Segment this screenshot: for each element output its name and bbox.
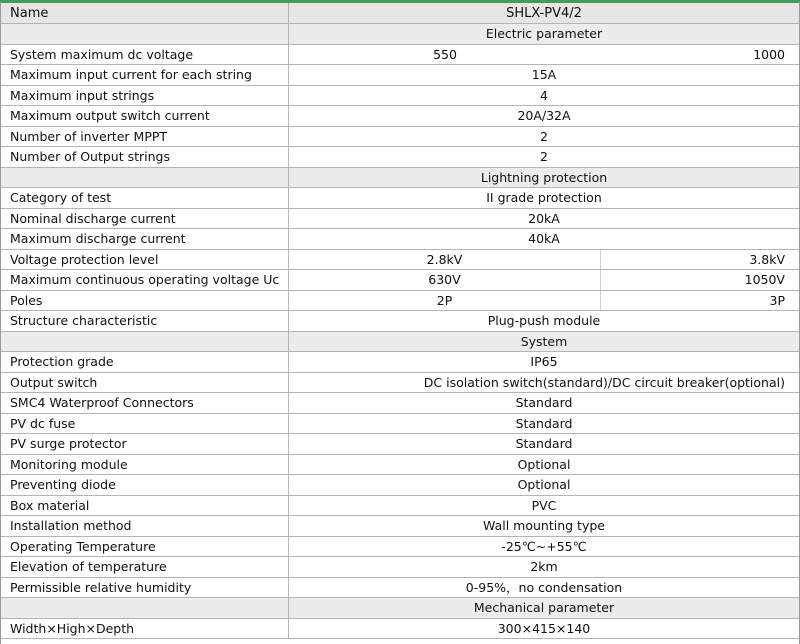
row-label: Number of Output strings xyxy=(1,147,289,167)
section-title: Lightning protection xyxy=(480,169,608,185)
row-label: System maximum dc voltage xyxy=(1,45,289,65)
row-value: Standard xyxy=(515,395,573,411)
row-value-left: 2.8kV xyxy=(289,250,601,270)
table-row xyxy=(1,516,799,537)
table-row xyxy=(1,65,799,86)
table-row xyxy=(1,106,799,127)
table-row xyxy=(1,537,799,558)
row-label: Maximum continuous operating voltage Uc xyxy=(1,270,289,290)
row-label: Installation method xyxy=(1,516,289,536)
row-value: Standard xyxy=(515,436,573,452)
row-value-right: 1000 xyxy=(753,46,785,62)
row-split-value xyxy=(289,45,799,65)
row-label: Number of inverter MPPT xyxy=(1,127,289,147)
row-value: DC isolation switch(standard)/DC circuit breaker(optional) xyxy=(423,374,785,390)
row-label: Operating Temperature xyxy=(1,537,289,557)
row-label: Poles xyxy=(1,291,289,311)
header-name-cell: Name xyxy=(1,3,289,23)
section-mechanical xyxy=(1,598,799,619)
table-row xyxy=(1,455,799,476)
row-value: IP65 xyxy=(530,354,558,370)
row-label: PV dc fuse xyxy=(1,414,289,434)
row-value: Wall mounting type xyxy=(483,518,605,534)
table-row xyxy=(1,86,799,107)
row-label: Permissible relative humidity xyxy=(1,578,289,598)
table-row xyxy=(1,475,799,496)
row-value: 300×415×140 xyxy=(497,620,591,636)
row-value: 2 xyxy=(540,128,548,144)
row-split-value xyxy=(289,270,799,290)
section-label-cell xyxy=(1,24,289,44)
row-value-left: 630V xyxy=(289,270,601,290)
row-split-value xyxy=(289,250,799,270)
table-row xyxy=(1,291,799,312)
table-row xyxy=(1,373,799,394)
row-label: Maximum input current for each string xyxy=(1,65,289,85)
table-row xyxy=(1,434,799,455)
table-row xyxy=(1,45,799,66)
section-lightning xyxy=(1,168,799,189)
row-label: Monitoring module xyxy=(1,455,289,475)
table-row xyxy=(1,147,799,168)
lightning-rows xyxy=(1,188,799,332)
table-row xyxy=(1,311,799,332)
row-value: 0-95%，no condensation xyxy=(465,580,623,596)
table-row xyxy=(1,188,799,209)
section-electric xyxy=(1,24,799,45)
table-header xyxy=(1,3,799,24)
row-label: SMC4 Waterproof Connectors xyxy=(1,393,289,413)
table-row xyxy=(1,250,799,271)
section-label-cell xyxy=(1,332,289,352)
row-value: Optional xyxy=(517,456,571,472)
section-label-cell xyxy=(1,598,289,618)
section-title: Electric parameter xyxy=(485,26,603,42)
row-value: -25℃~+55℃ xyxy=(501,538,587,554)
row-value: Standard xyxy=(515,415,573,431)
row-label: Maximum discharge current xyxy=(1,229,289,249)
system-rows xyxy=(1,352,799,598)
row-value: 2 xyxy=(540,149,548,165)
row-label: Maximum output switch current xyxy=(1,106,289,126)
row-label: Structure characteristic xyxy=(1,311,289,331)
row-split-value xyxy=(289,291,799,311)
row-value: 15A xyxy=(531,67,557,83)
row-value: II grade protection xyxy=(486,190,602,206)
table-row xyxy=(1,496,799,517)
row-label: Protection grade xyxy=(1,352,289,372)
row-value: 20A/32A xyxy=(517,108,571,124)
row-value: Plug-push module xyxy=(487,313,601,329)
row-label: Maximum input strings xyxy=(1,86,289,106)
section-label-cell xyxy=(1,168,289,188)
row-label: Preventing diode xyxy=(1,475,289,495)
table-row xyxy=(1,619,799,640)
row-value-right: 3.8kV xyxy=(749,251,785,267)
row-label: Output switch xyxy=(1,373,289,393)
row-label: Category of test xyxy=(1,188,289,208)
table-row xyxy=(1,393,799,414)
row-value-left: 2P xyxy=(289,291,601,311)
row-value-right: 1050V xyxy=(744,272,785,288)
row-label: Box material xyxy=(1,496,289,516)
row-label: Elevation of temperature xyxy=(1,557,289,577)
section-title: System xyxy=(520,333,568,349)
table-row xyxy=(1,127,799,148)
row-label: PV surge protector xyxy=(1,434,289,454)
row-label: Width×High×Depth xyxy=(1,619,289,639)
row-value: 4 xyxy=(540,87,548,103)
header-model-cell: SHLX-PV4/2 xyxy=(506,5,582,21)
row-value: 20kA xyxy=(528,210,560,226)
row-label: Voltage protection level xyxy=(1,250,289,270)
table-row xyxy=(1,578,799,599)
row-value: Optional xyxy=(517,477,571,493)
row-value-left: 550 xyxy=(433,46,457,62)
table-row xyxy=(1,229,799,250)
table-row xyxy=(1,414,799,435)
section-system xyxy=(1,332,799,353)
row-value: 2km xyxy=(530,559,558,575)
table-row xyxy=(1,209,799,230)
section-title: Mechanical parameter xyxy=(473,600,615,616)
table-row xyxy=(1,352,799,373)
table-row xyxy=(1,270,799,291)
mechanical-rows xyxy=(1,619,799,640)
row-label: Nominal discharge current xyxy=(1,209,289,229)
row-value: 40kA xyxy=(528,231,560,247)
table-row xyxy=(1,557,799,578)
row-value: PVC xyxy=(531,497,557,513)
electric-rows xyxy=(1,45,799,168)
row-value-right: 3P xyxy=(769,292,785,308)
